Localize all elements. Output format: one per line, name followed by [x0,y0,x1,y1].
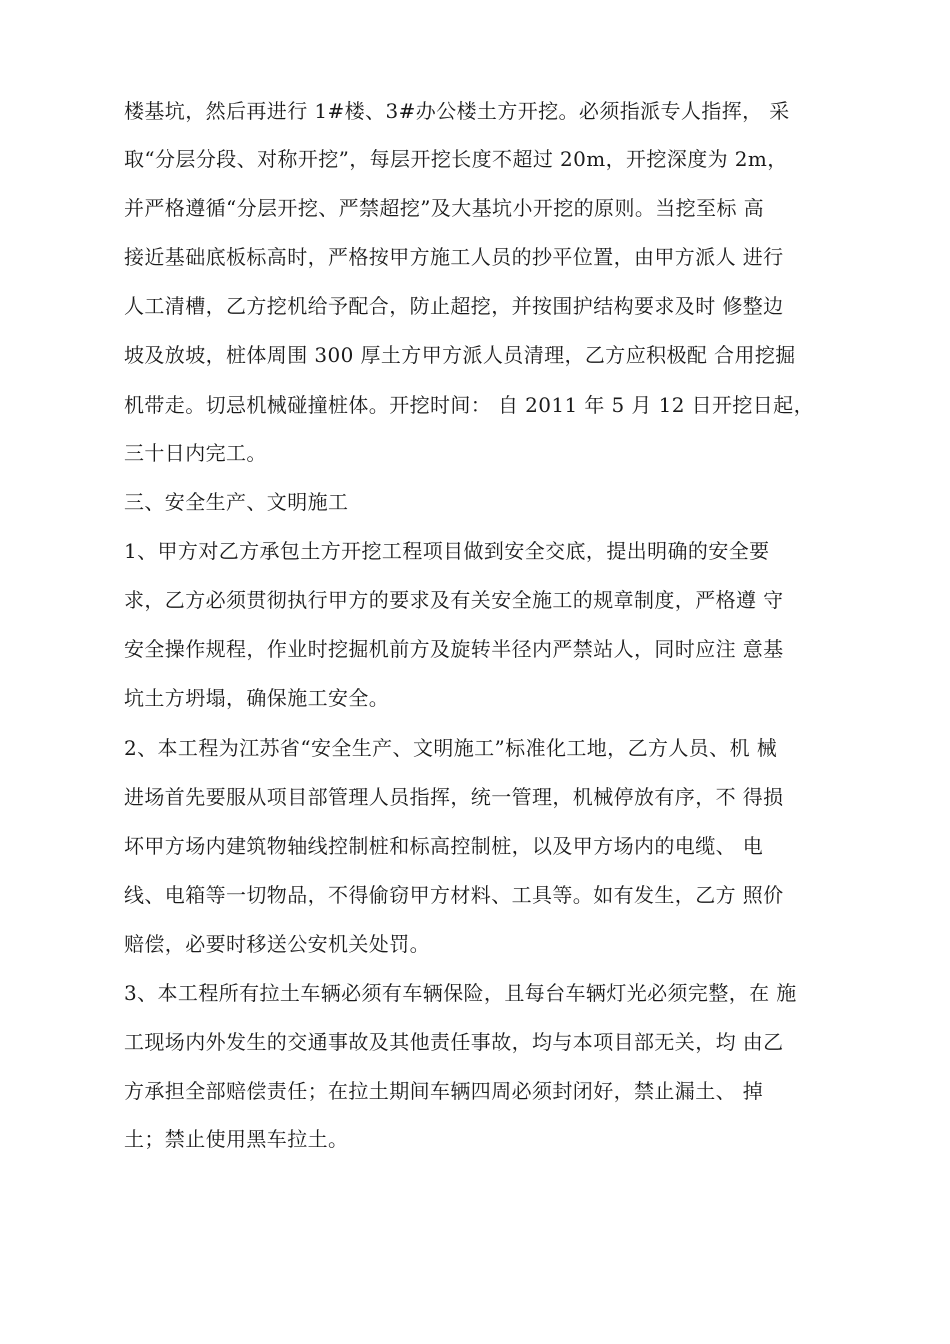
text-line: 工现场内外发生的交通事故及其他责任事故，均与本项目部无关，均 由乙 [124,1030,784,1054]
section-heading: 三、安全生产、文明施工 [124,490,349,514]
text-line: 进场首先要服从项目部管理人员指挥，统一管理，机械停放有序，不 得损 [124,785,784,809]
text-line: 2、本工程为江苏省“安全生产、文明施工”标准化工地，乙方人员、机 械 [124,736,778,760]
text-line: 土；禁止使用黑车拉土。 [124,1127,349,1151]
text-line: 安全操作规程，作业时挖掘机前方及旋转半径内严禁站人，同时应注 意基 [124,637,784,661]
text-line: 坑土方坍塌，确保施工安全。 [124,686,390,710]
text-line: 线、电箱等一切物品，不得偷窃甲方材料、工具等。如有发生，乙方 照价 [124,883,784,907]
text-line: 1、甲方对乙方承包土方开挖工程项目做到安全交底，提出明确的安全要 [124,539,770,563]
text-line: 求，乙方必须贯彻执行甲方的要求及有关安全施工的规章制度，严格遵 守 [124,588,784,612]
text-line: 并严格遵循“分层开挖、严禁超挖”及大基坑小开挖的原则。当挖至标 高 [124,196,765,220]
text-line: 接近基础底板标高时，严格按甲方施工人员的抄平位置，由甲方派人 进行 [124,245,784,269]
text-line: 坡及放坡，桩体周围 300 厚土方甲方派人员清理，乙方应积极配 合用挖掘 [124,343,796,367]
text-line: 三十日内完工。 [124,441,267,465]
text-line: 3、本工程所有拉土车辆必须有车辆保险，且每台车辆灯光必须完整，在 施 [124,981,797,1005]
text-line: 方承担全部赔偿责任；在拉土期间车辆四周必须封闭好，禁止漏土、 掉 [124,1079,764,1103]
text-line: 坏甲方场内建筑物轴线控制桩和标高控制桩，以及甲方场内的电缆、 电 [124,834,764,858]
text-line: 人工清槽，乙方挖机给予配合，防止超挖，并按围护结构要求及时 修整边 [124,294,784,318]
text-line: 机带走。切忌机械碰撞桩体。开挖时间： 自 2011 年 5 月 12 日开挖日起， [124,393,814,417]
text-line: 楼基坑，然后再进行 1#楼、3#办公楼土方开挖。必须指派专人指挥， 采 [124,99,790,123]
text-line: 取“分层分段、对称开挖”，每层开挖长度不超过 20m，开挖深度为 2m， [124,147,788,171]
text-line: 赔偿，必要时移送公安机关处罚。 [124,932,430,956]
